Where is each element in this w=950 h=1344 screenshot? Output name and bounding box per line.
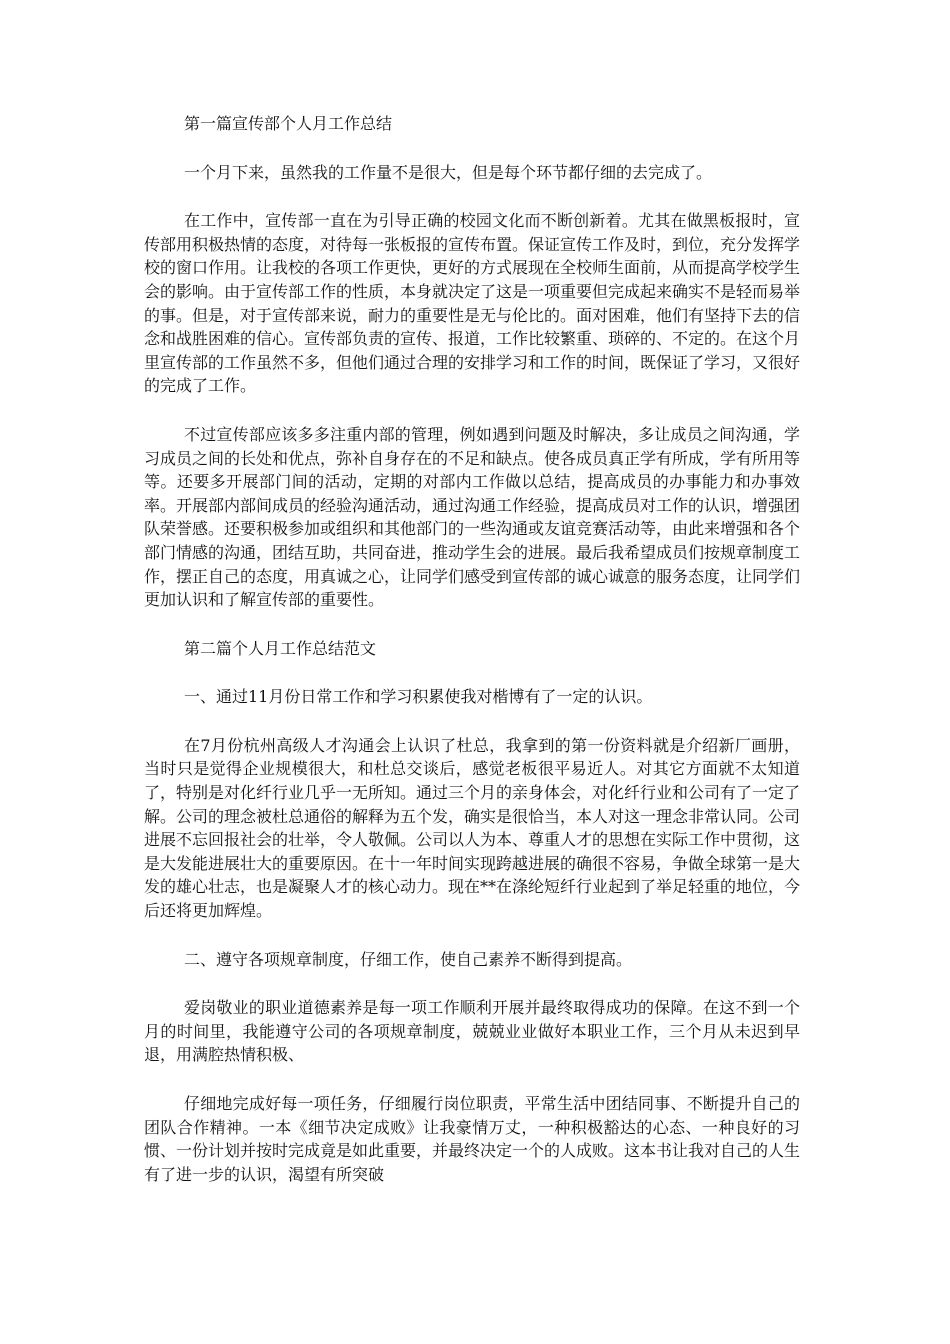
paragraph: 不过宣传部应该多多注重内部的管理，例如遇到问题及时解决，多让成员之间沟通，学习成员之间的长处和优点，弥补自身存在的不足和缺点。使各成员真正学有所成，学有所用等等。还要多开展部门间的活动，定期的对部内工作做以总结，提高成员的办事能力和办事效率。开展部内部间成员的经验沟通活动，通过沟通工作经验，提高成员对工作的认识，增强团队荣誉感。还要积极参加或组织和其他部门的一些沟通或友谊竞赛活动等，由此来增强和各个部门情感的沟通，团结互助，共同奋进，推动学生会的进展。最后我希望成员们按规章制度工作，摆正自己的态度，用真诚之心，让同学们感受到宣传部的诚心诚意的服务态度，让同学们更加认识和了解宣传部的重要性。 [144, 424, 801, 610]
paragraph: 在7月份杭州高级人才沟通会上认识了杜总，我拿到的第一份资料就是介绍新厂画册，当时只是觉得企业规模很大，和杜总交谈后，感觉老板很平易近人。对其它方面就不太知道了，特别是对化纤行业几乎一无所知。通过三个月的亲身体会，对化纤行业和公司有了一定了解。公司的理念被杜总通俗的解释为五个发，确实是很恰当，本人对这一理念非常认同。公司进展不忘回报社会的壮举，令人敬佩。公司以人为本、尊重人才的思想在实际工作中贯彻，这是大发能进展壮大的重要原因。在十一年时间实现跨越进展的确很不容易，争做全球第一是大发的雄心壮志，也是凝聚人才的核心动力。现在**在涤纶短纤行业起到了举足轻重的地位，今后还将更加辉煌。 [144, 735, 801, 921]
document-page [144, 112, 800, 1211]
paragraph: 一个月下来，虽然我的工作量不是很大，但是每个环节都仔细的去完成了。 [184, 162, 713, 182]
article-title-2: 第二篇个人月工作总结范文 [184, 638, 377, 658]
paragraph: 在工作中，宣传部一直在为引导正确的校园文化而不断创新着。尤其在做黑板报时，宣传部用积极热情的态度，对待每一张板报的宣传布置。保证宣传工作及时，到位，充分发挥学校的窗口作用。让我校的各项工作更快，更好的方式展现在全校师生面前，从而提高学校学生会的影响。由于宣传部工作的性质，本身就决定了这是一项重要但完成起来确实不是轻而易举的事。但是，对于宣传部来说，耐力的重要性是无与伦比的。面对困难，他们有坚持下去的信念和战胜困难的信心。宣传部负责的宣传、报道，工作比较繁重、琐碎的、不定的。在这个月里宣传部的工作虽然不多，但他们通过合理的安排学习和工作的时间，既保证了学习，又很好的完成了工作。 [144, 211, 801, 396]
section-heading-1: 一、通过11月份日常工作和学习积累使我对楷博有了一定的认识。 [184, 687, 653, 707]
paragraph: 爱岗敬业的职业道德素养是每一项工作顺利开展并最终取得成功的保障。在这不到一个月的时间里，我能遵守公司的各项规章制度，兢兢业业做好本职业工作，三个月从未迟到早退，用满腔热情积极、 [144, 998, 800, 1065]
paragraph: 仔细地完成好每一项任务，仔细履行岗位职责，平常生活中团结同事、不断提升自己的团队合作精神。一本《细节决定成败》让我豪情万丈，一种积极豁达的心态、一种良好的习惯、一份计划并按时完成竟是如此重要，并最终决定一个的人成败。这本书让我对自己的人生有了进一步的认识，渴望有所突破 [144, 1094, 801, 1184]
section-heading-2: 二、遵守各项规章制度，仔细工作，使自己素养不断得到提高。 [184, 949, 633, 969]
article-title-1: 第一篇宣传部个人月工作总结 [184, 114, 393, 133]
